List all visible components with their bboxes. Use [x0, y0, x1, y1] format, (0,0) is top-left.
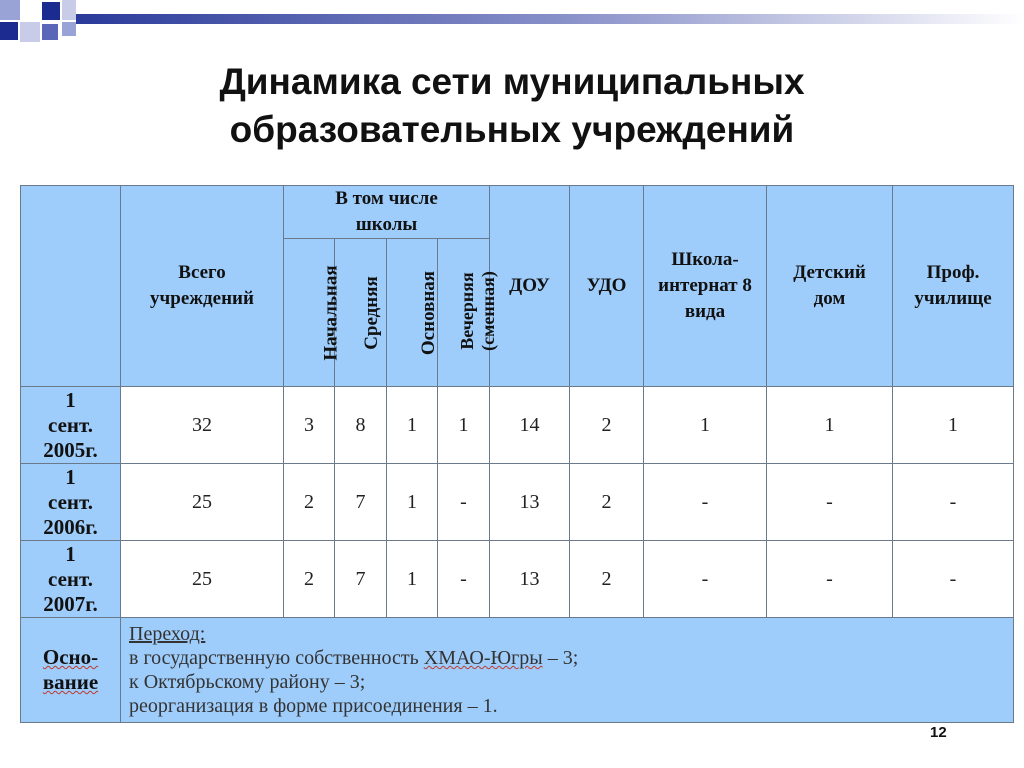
cell-vocational: - [893, 464, 1014, 541]
cell-boarding: - [644, 464, 767, 541]
cell-dou: 14 [490, 387, 570, 464]
cell-total: 25 [121, 541, 284, 618]
header-basic [387, 239, 438, 387]
cell-boarding: - [644, 541, 767, 618]
header-evening-text: Вечерняя (сменная) [456, 271, 498, 351]
header-primary-text: Начальная [320, 264, 342, 361]
header-vocational: Проф. училище [893, 186, 1014, 387]
table-row [21, 541, 1014, 618]
row-label: 1 сент. 2006г. [21, 464, 121, 541]
cell-secondary: 8 [335, 387, 387, 464]
basis-line-3: к Октябрьскому району – 3; [129, 671, 366, 693]
row-label: 1 сент. 2005г. [21, 387, 121, 464]
cell-orphanage: - [767, 541, 893, 618]
cell-evening: - [438, 541, 490, 618]
table-row [21, 464, 1014, 541]
cell-basic: 1 [387, 464, 438, 541]
cell-basic: 1 [387, 541, 438, 618]
title-line-2: образовательных учреждений [229, 109, 795, 150]
row-label: 1 сент. 2007г. [21, 541, 121, 618]
cell-dou: 13 [490, 464, 570, 541]
header-total: Всего учреждений [121, 186, 284, 387]
cell-primary: 3 [284, 387, 335, 464]
basis-text [121, 618, 1014, 723]
header-evening [438, 239, 498, 387]
header-orphanage: Детский дом [767, 186, 893, 387]
cell-evening: 1 [438, 387, 490, 464]
table-row [21, 387, 1014, 464]
header-schools-group: В том числе школы [284, 186, 490, 239]
cell-basic: 1 [387, 387, 438, 464]
basis-label: Осно- вание [21, 618, 121, 723]
cell-primary: 2 [284, 464, 335, 541]
cell-orphanage: - [767, 464, 893, 541]
title-line-1: Динамика сети муниципальных [219, 61, 805, 102]
header-basic-text: Основная [418, 270, 440, 355]
cell-vocational: - [893, 541, 1014, 618]
basis-line-2: в государственную собственность ХМАО-Югры – 3; [129, 647, 579, 669]
cell-vocational: 1 [893, 387, 1014, 464]
page-number: 12 [930, 724, 947, 741]
cell-secondary: 7 [335, 541, 387, 618]
cell-udo: 2 [570, 464, 644, 541]
corner-header-cell [21, 186, 121, 387]
header-secondary-text: Средняя [360, 275, 382, 350]
cell-secondary: 7 [335, 464, 387, 541]
basis-row [21, 618, 1014, 723]
cell-total: 25 [121, 464, 284, 541]
header-primary [284, 239, 342, 387]
cell-udo: 2 [570, 387, 644, 464]
cell-evening: - [438, 464, 490, 541]
cell-total: 32 [121, 387, 284, 464]
cell-boarding: 1 [644, 387, 767, 464]
cell-udo: 2 [570, 541, 644, 618]
basis-line-4: реорганизация в форме присоединения – 1. [129, 695, 498, 717]
cell-dou: 13 [490, 541, 570, 618]
cell-primary: 2 [284, 541, 335, 618]
header-udo: УДО [570, 186, 644, 387]
slide-title [0, 58, 1024, 154]
cell-orphanage: 1 [767, 387, 893, 464]
corner-decoration [0, 0, 1024, 50]
basis-line-1: Переход: [129, 623, 206, 645]
institutions-table [20, 185, 1014, 723]
header-boarding-school: Школа-интернат 8 вида [644, 186, 767, 387]
header-dou: ДОУ [490, 186, 570, 387]
